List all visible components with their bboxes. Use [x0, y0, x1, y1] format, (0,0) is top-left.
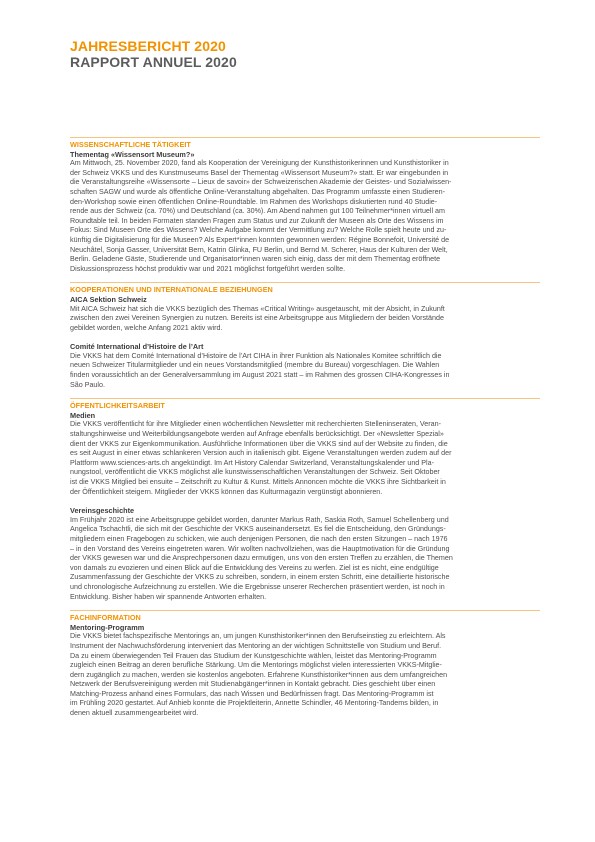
paragraph-line: neuen Schweizer Titularmitglieder und ein neues Vorstandsmitglied (membre du Bureau) vorgeschlagen. Die Wahlen — [70, 361, 440, 370]
paragraph-line: im Frühling 2020 gestartet. Auf Anhieb konnte die Projektleiterin, Annette Schindler, 46 Mentoring-Tandems bilden, in — [70, 699, 439, 708]
section-kooperationen — [70, 282, 540, 390]
paragraph — [70, 516, 540, 602]
paragraph — [70, 159, 540, 274]
paragraph-line: zwischen den zwei Vereinen Synergien zu nutzen. Bereits ist eine Arbeitsgruppe aus Mitgliedern der beiden Vorstände — [70, 314, 444, 323]
paragraph-line: Im Frühjahr 2020 ist eine Arbeitsgruppe gebildet worden, darunter Markus Rath, Saskia Roth, Samuel Schellenberg und — [70, 515, 449, 524]
paragraph-line: Die VKKS bietet fachspezifische Mentorings an, um jungen Kunsthistoriker*innen den Berufseinstieg zu erleichtern. Als — [70, 632, 446, 641]
report-header — [70, 38, 237, 70]
section-wissenschaftliche-taetigkeit — [70, 137, 540, 274]
paragraph-line: Instrument der Nachwuchsförderung interveniert das Mentoring an der wichtigen Schnittstelle von Studium und Beruf. — [70, 641, 442, 650]
paragraph-line: dient der VKKS zur Eigenkommunikation. Ausführliche Informationen über die VKKS sind auf der Website zu finden, die — [70, 439, 448, 448]
paragraph-line: und chronologische Aufzeichnung zu erstellen. Wie die Ergebnisse unserer Recherchen präsentiert werden, ist noch in — [70, 582, 445, 591]
paragraph-line: Matching-Prozess anhand eines Formulars, das nach Wissen und Bedürfnissen fragt. Das Mentoring-Programm ist — [70, 689, 434, 698]
paragraph — [70, 305, 540, 334]
paragraph-line: Roundtable teil. In beiden Formaten standen Fragen zum Status und zur Zukunft der Museen als Orte des Wissens im — [70, 216, 444, 225]
paragraph-line: rende aus der Schweiz (ca. 70%) und Deutschland (ca. 30%). Am Abend nahmen gut 100 Teilnehmer*innen virtuell am — [70, 207, 445, 216]
paragraph-line: es seit August in einer etwas schlankeren Version auch in italienisch gibt. Eigene Veranstaltungen werden zudem auf der — [70, 449, 452, 458]
paragraph-line: mitgliedern einen Fragebogen zu schicken, wie auch denjenigen Personen, die nach den ersten Sitzungen – nach 1976 — [70, 534, 448, 543]
section-title: WISSENSCHAFTLICHE TÄTIGKEIT — [70, 140, 191, 149]
paragraph-line: Die VKKS hat dem Comité International d’Histoire de l’Art CIHA in ihrer Funktion als Nationales Komitee schriftlich die — [70, 351, 442, 360]
paragraph-line: Diskussionsprozess höchst produktiv war und 2021 möglichst fortgeführt werden sollte. — [70, 264, 346, 273]
paragraph-line: dern zugänglich zu machen, werden sie kostenlos angeboten. Erfahrene Kunsthistoriker*innen aus dem umfangreichen — [70, 670, 448, 679]
section-divider — [70, 398, 540, 399]
paragraph-line: Berlin. Geladene Gäste, Studierende und Organisator*innen waren sich einig, dass der mit dem Thementag eröffnete — [70, 255, 441, 264]
paragraph-line: Da zu einem überwiegenden Teil Frauen das Studium der Kunstgeschichte wählen, leistet das Mentoring-Programm — [70, 651, 437, 660]
section-title: FACHINFORMATION — [70, 613, 141, 623]
report-title-fr: RAPPORT ANNUEL 2020 — [70, 54, 237, 70]
paragraph — [70, 420, 540, 497]
paragraph-line: der Schweiz VKKS und des Kunstmuseums Basel der Thementag «Wissensort Museum?» statt. Er war eingebunden in — [70, 168, 449, 177]
paragraph-line: staltungshinweise und Weiterbildungsangebote werden auf Anfrage ebenfalls berücksichtigt. Der «Newsletter Spezial» — [70, 430, 444, 439]
paragraph-line: der Öffentlichkeit steigern. Mitglieder der VKKS können das Kulturmagazin vergünstigt abonnieren. — [70, 487, 383, 496]
subsection-heading: Medien — [70, 410, 96, 420]
section-title: ÖFFENTLICHKEITSARBEIT — [70, 401, 165, 411]
paragraph-line: Die VKKS veröffentlicht für ihre Mitglieder einen wöchentlichen Newsletter mit recherchierten Stelleninseraten, Veran- — [70, 420, 441, 429]
paragraph-line: von damals zu evozieren und einen Blick auf die Entwicklung des Vereins zu werfen. Ziel ist es nicht, eine endgültige — [70, 563, 439, 572]
paragraph-line: Zusammenfassung der Geschichte der VKKS zu schreiben, sondern, in einem ersten Schritt, eine detaillierte historische — [70, 573, 450, 582]
paragraph-line: die Veranstaltungsreihe «Wissensorte – Lieux de savoir» der Schweizerischen Akademie der Geistes- und Sozialwissen- — [70, 178, 452, 187]
paragraph-line: Neuchâtel, Sonja Gasser, Universität Bern, Katrin Glinka, FU Berlin, und Bernd M. Scherer, Haus der Kulturen der Welt, — [70, 245, 448, 254]
paragraph-line: Entwicklung. Bisher haben wir spannende Antworten erhalten. — [70, 592, 267, 601]
paragraph-line: nungstool, veröffentlicht die VKKS möglichst alle kunstwissenschaftlichen Veranstaltungen der Schweiz. Seit Oktober — [70, 468, 440, 477]
section-title: KOOPERATIONEN UND INTERNATIONALE BEZIEHUNGEN — [70, 285, 273, 295]
paragraph — [70, 632, 540, 718]
paragraph-line: ist die VKKS Mitglied bei ensuite – Zeitschrift zu Kultur & Kunst. Mittels Annoncen möchte die VKKS ihre Sichtbarkeit in — [70, 478, 446, 486]
paragraph-line: Angelica Tschachtli, die sich mit der Geschichte der VKKS auseinandersetzt. Es fiel die Entscheidung, den Gründungs- — [70, 525, 446, 534]
paragraph-line: künftig die Digitalisierung für die Museen? Als Expert*innen konnten gewonnen werden: Régine Bonnefoit, Université de — [70, 235, 450, 244]
paragraph-line: Plattform www.sciences-arts.ch angekündigt. Im Art History Calendar Switzerland, Veranstaltungskalender und Pla- — [70, 458, 434, 467]
paragraph-line: gebildet worden, welche Anfang 2021 aktiv wird. — [70, 323, 223, 332]
section-fachinformation — [70, 610, 540, 719]
subsection-heading: AICA Sektion Schweiz — [70, 294, 147, 304]
section-divider — [70, 610, 540, 611]
subsection-heading: Vereinsgeschichte — [70, 506, 135, 516]
section-divider — [70, 282, 540, 283]
paragraph-line: finden voraussichtlich an der Generalversammlung im August 2021 statt – im Rahmen des grossen CIHA-Kongresses in — [70, 371, 450, 380]
paragraph-line: Netzwerk der Berufsvereinigung werden mit Studienabgänger*innen in Kontakt gebracht. Dies geschieht über einen — [70, 680, 436, 689]
subsection-heading: Mentoring-Programm — [70, 622, 145, 632]
paragraph-line: Am Mittwoch, 25. November 2020, fand als Kooperation der Vereinigung der Kunsthistorikerinnen und Kunsthistoriker in — [70, 159, 449, 168]
paragraph-line: der VKKS gewesen war und die Ansprechpersonen dazu ermutigen, uns von den ersten Treffen zu erzählen, die Themen — [70, 554, 453, 563]
paragraph-line: São Paulo. — [70, 380, 105, 389]
report-body — [70, 137, 540, 719]
paragraph-line: denen aktuell zusammengearbeitet wird. — [70, 709, 199, 718]
paragraph-line: zugleich einen Beitrag an deren berufliche Stärkung. Um die Mentorings möglichst vielen interessierten VKKS-Mitglie- — [70, 661, 442, 670]
paragraph-line: den-Workshop sowie einen öffentlichen Online-Roundtable. Im Rahmen des Workshops diskutierten rund 40 Studie- — [70, 197, 438, 206]
paragraph-line: Fokus: Sind Museen Orte des Wissens? Welche Aufgabe kommt der Vermittlung zu? Welche Rolle spielt heute und zu- — [70, 226, 447, 235]
paragraph-line: Mit AICA Schweiz hat sich die VKKS bezüglich des Themas «Critical Writing» ausgetauscht, mit der Absicht, in Zukunft — [70, 304, 445, 313]
subsection-heading: Comité International d’Histoire de l’Art — [70, 342, 204, 352]
section-divider — [70, 137, 540, 138]
report-title-de: JAHRESBERICHT 2020 — [70, 38, 226, 54]
section-oeffentlichkeitsarbeit — [70, 398, 540, 602]
subsection-heading: Thementag «Wissensort Museum?» — [70, 149, 195, 159]
paragraph-line: – in den Vorstand des Vereins eingetreten waren. Wir wollten nachvollziehen, was die Hauptmotivation für die Gründung — [70, 544, 450, 553]
paragraph — [70, 352, 540, 390]
paragraph-line: schaften SAGW und wurde als öffentliche Online-Veranstaltung abgehalten. Das Programm umfasste einen Studieren- — [70, 187, 445, 196]
